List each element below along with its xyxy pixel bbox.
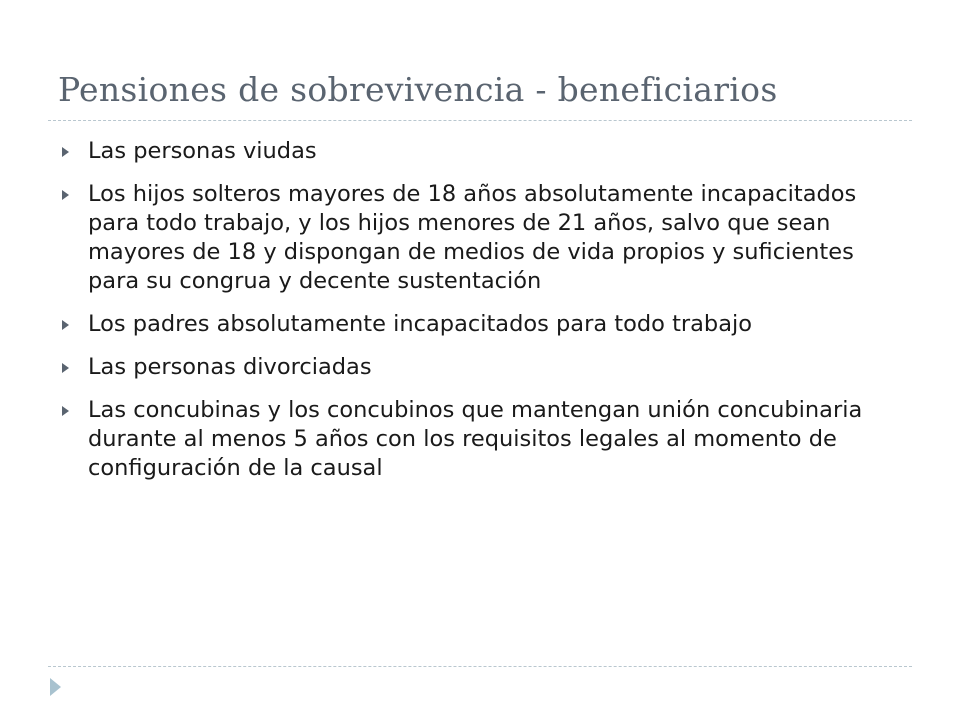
list-item [62,310,912,339]
title-divider [48,120,912,121]
triangle-right-icon [62,406,69,416]
triangle-right-icon [62,147,69,157]
list-item [62,137,912,166]
corner-triangle-icon [50,678,61,696]
bullet-text: Los padres absolutamente incapacitados para todo trabajo [88,311,753,337]
bullet-list [62,137,912,497]
list-item [62,396,912,483]
bullet-text: Las concubinas y los concubinos que mantengan unión concubinaria durante al menos 5 años con los requisitos legales al momento de configuración de la causal [88,397,863,481]
triangle-right-icon [62,363,69,373]
triangle-right-icon [62,320,69,330]
list-item [62,180,912,296]
bullet-text: Los hijos solteros mayores de 18 años absolutamente incapacitados para todo trabajo, y los hijos menores de 21 años, salvo que sean mayores de 18 y dispongan de medios de vida propios y suficientes para su congrua y decente sustentación [88,181,857,294]
bullet-text: Las personas divorciadas [88,354,372,380]
list-item [62,353,912,382]
bullet-text: Las personas viudas [88,138,317,164]
footer-divider [48,666,912,667]
slide-title: Pensiones de sobrevivencia - beneficiarios [58,70,778,109]
triangle-right-icon [62,190,69,200]
